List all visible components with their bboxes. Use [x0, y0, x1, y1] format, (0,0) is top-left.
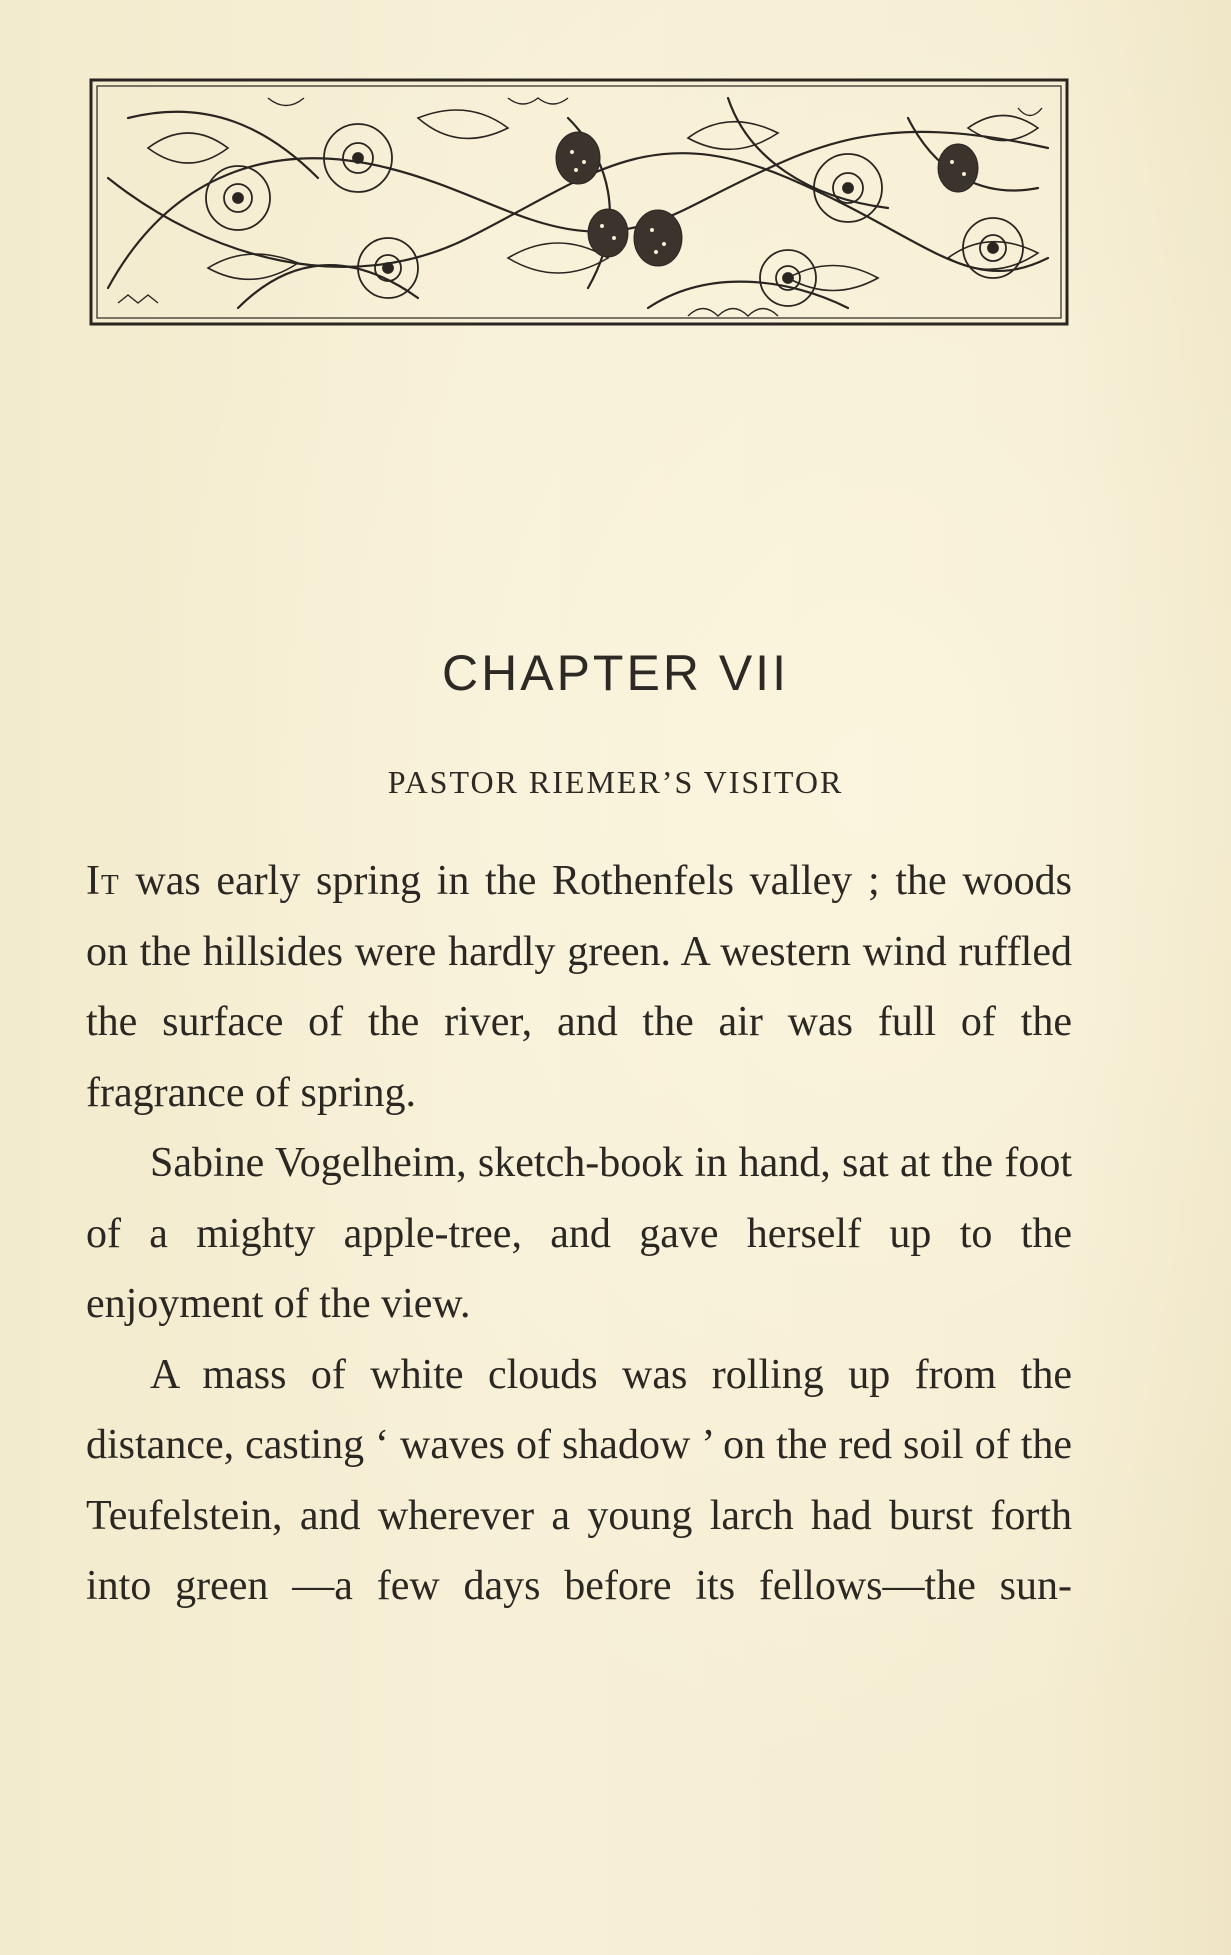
paragraph-1: [86, 846, 1072, 1128]
paragraph-1-text: was early spring in the Rothenfels valley ; the woods on the hillsides were hardly green. A western wind ruffled the surface of the river, and the air was full of the fragrance of spring.: [86, 858, 1072, 1116]
paragraph-2: Sabine Vogelheim, sketch-book in hand, sat at the foot of a mighty apple-tree, and gave herself up to the enjoyment of the view.: [86, 1140, 1072, 1327]
chapter-subtitle: [0, 764, 1231, 801]
floral-headpiece-ornament: [88, 58, 1070, 328]
chapter-subtitle-possessive: ’S: [661, 764, 695, 800]
body-text: [86, 846, 1072, 1622]
chapter-subtitle-rest: VISITOR: [694, 764, 844, 800]
chapter-subtitle-name: PASTOR RIEMER: [387, 764, 662, 800]
paragraph-3: A mass of white clouds was rolling up from the distance, casting ‘ waves of shadow ’ on the red soil of the Teufelstein, and wherever a young larch had burst forth into green —a few days before its fellows—the sun-: [86, 1351, 1072, 1609]
chapter-title: CHAPTER VII: [442, 645, 789, 701]
paragraph-lead-word: It: [86, 858, 120, 904]
